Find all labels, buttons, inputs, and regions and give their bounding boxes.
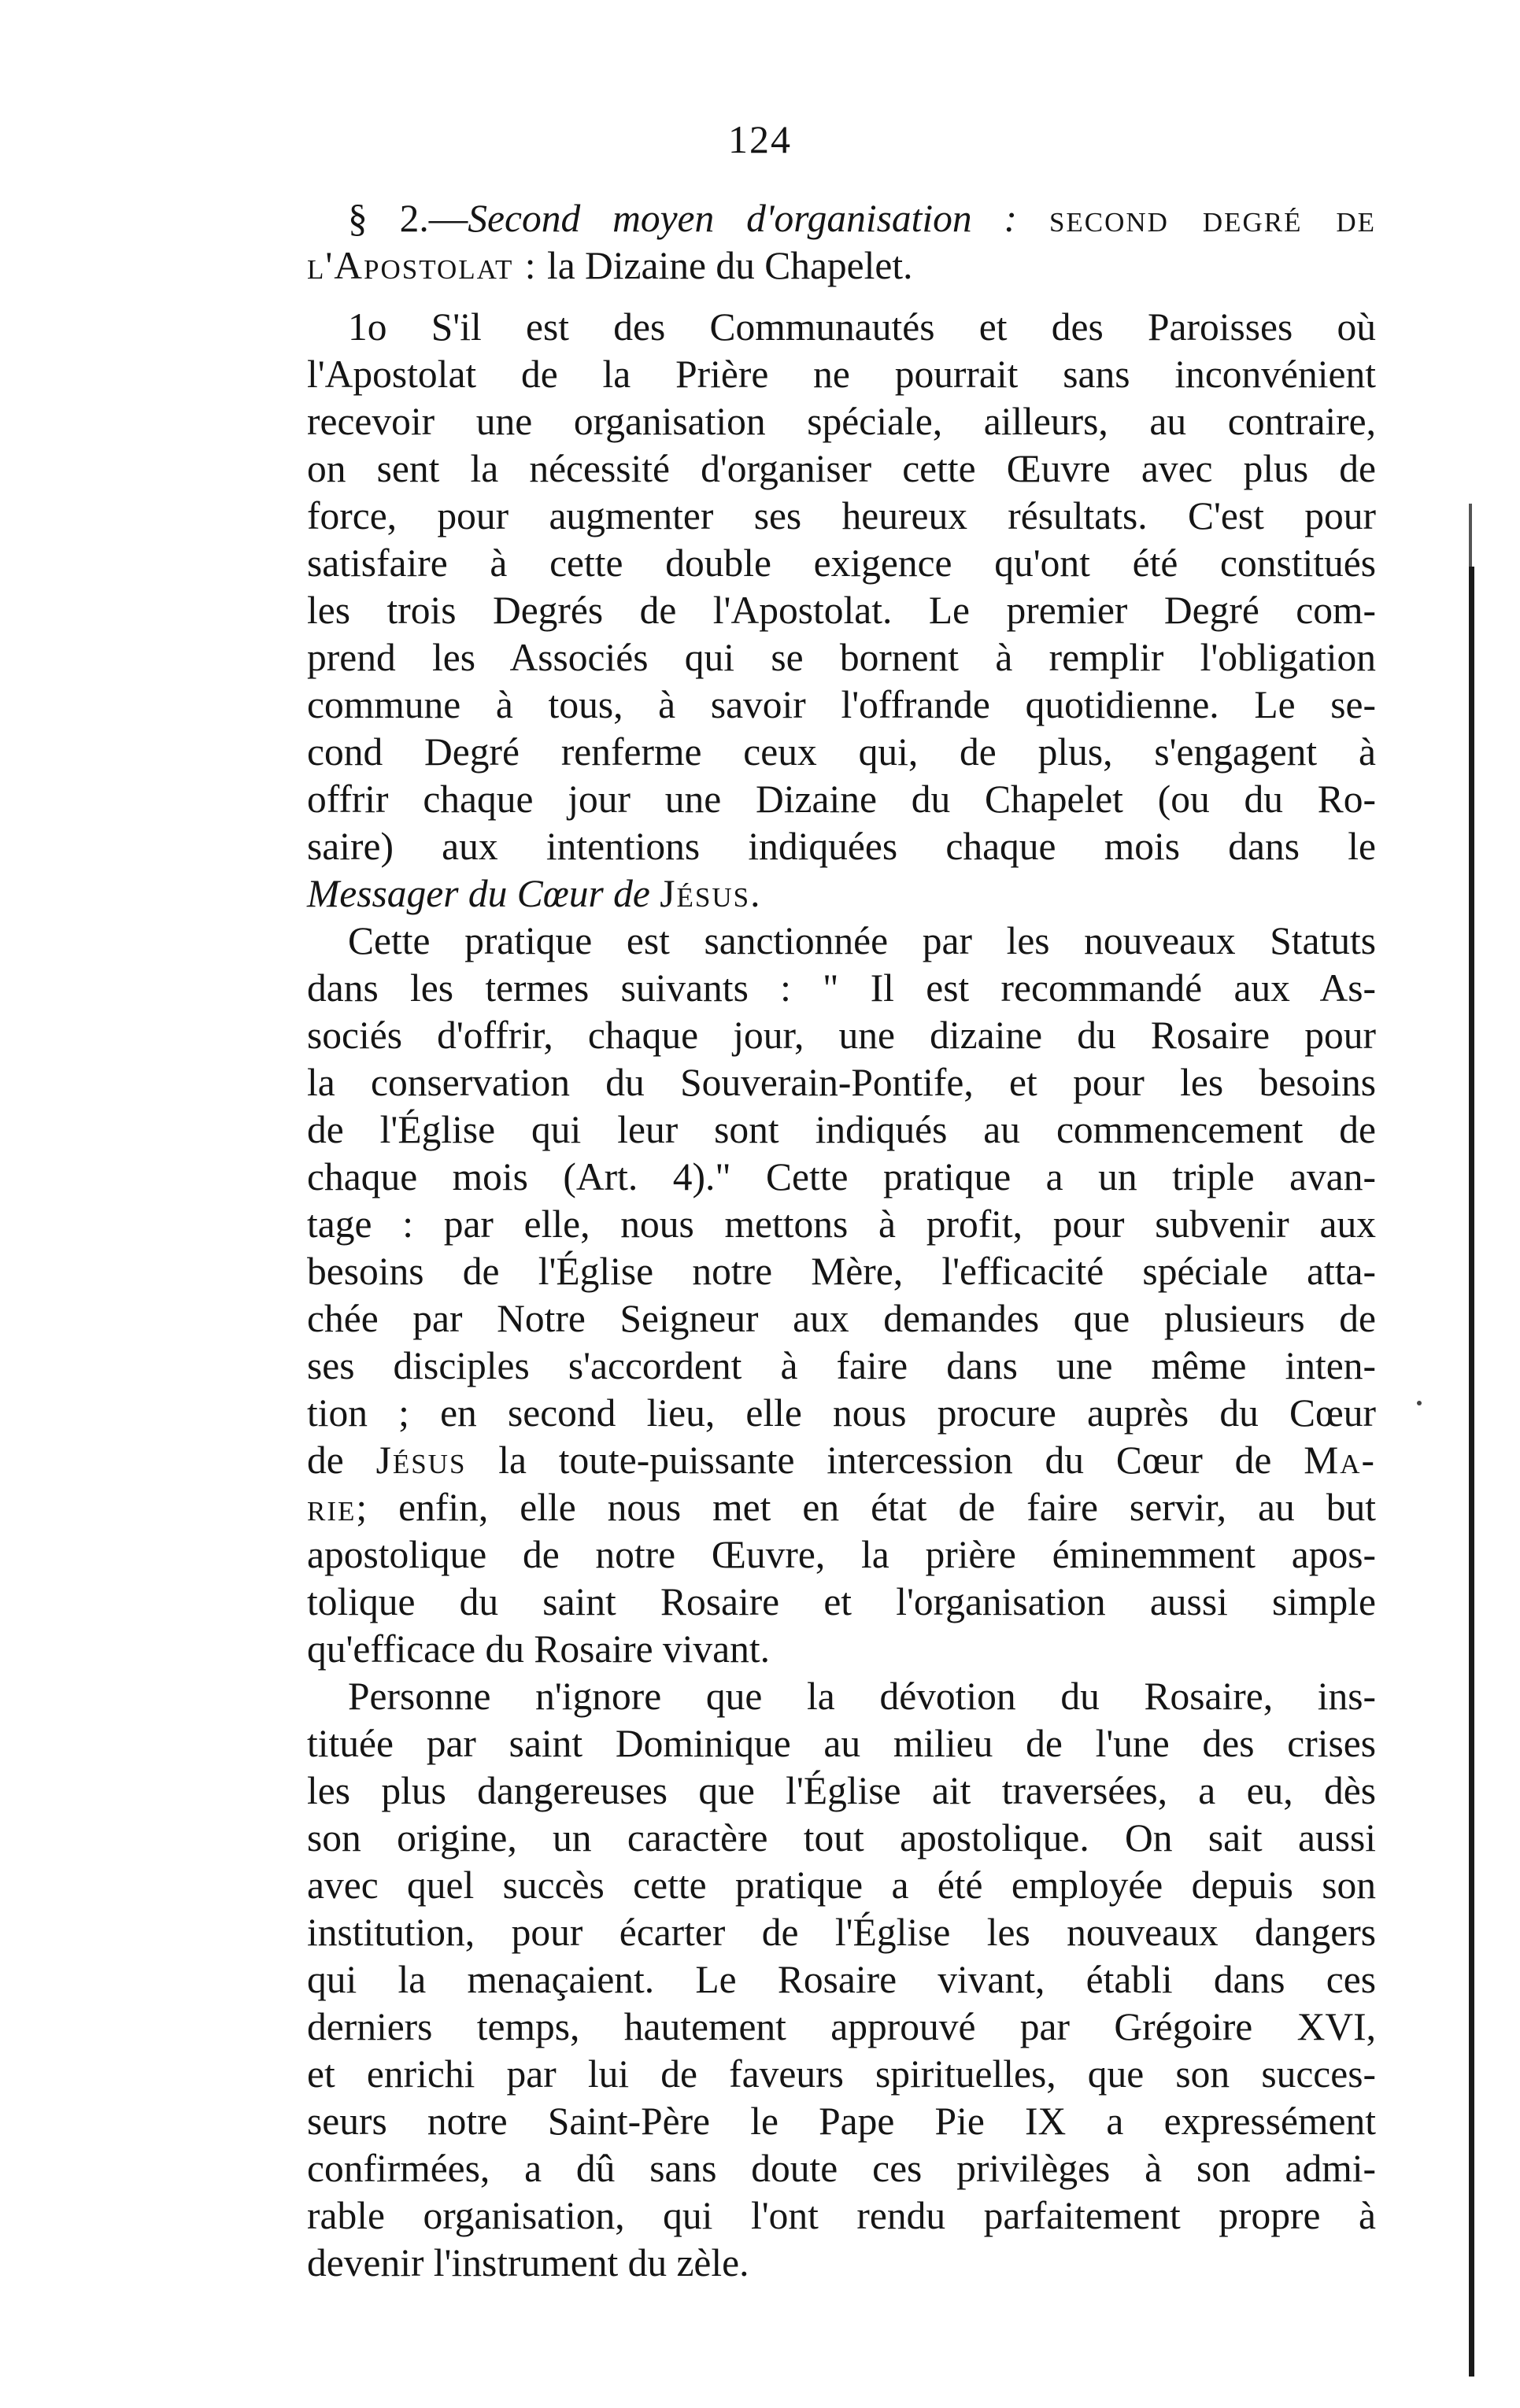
- section-sign: § 2.: [348, 197, 429, 240]
- text-line: qu'efficace du Rosaire vivant.: [307, 1627, 771, 1671]
- text-line: de l'Église qui leur sont indiqués au commencement de: [307, 1108, 1376, 1151]
- section-heading-line-2: [307, 242, 1376, 290]
- text-line: qui la menaçaient. Le Rosaire vivant, établi dans ces: [307, 1958, 1376, 2001]
- text-line: force, pour augmenter ses heureux résultats. C'est pour: [307, 494, 1376, 537]
- text-line: cond Degré renferme ceux qui, de plus, s'engagent à: [307, 730, 1376, 774]
- marie-name-start: Ma-: [1304, 1439, 1377, 1482]
- text-line: rable organisation, qui l'ont rendu parfaitement propre à: [307, 2194, 1376, 2237]
- jesus-name: Jésus.: [660, 872, 762, 915]
- paragraph-3: [307, 1673, 1376, 2287]
- text-fragment: ; enfin, elle nous met en état de faire servir, au but: [356, 1486, 1376, 1529]
- text-line: tage : par elle, nous mettons à profit, pour subvenir aux: [307, 1202, 1376, 1246]
- text-line: son origine, un caractère tout apostolique. On sait aussi: [307, 1816, 1376, 1860]
- scan-edge-mark: [1469, 504, 1472, 567]
- section-heading: [307, 195, 1376, 242]
- marie-name-end: rie: [307, 1486, 357, 1529]
- section-degree: second degré de: [1048, 197, 1377, 240]
- text-line: les plus dangereuses que l'Église ait traversées, a eu, dès: [307, 1769, 1376, 1812]
- text-line: avec quel succès cette pratique a été employée depuis son: [307, 1863, 1376, 1907]
- section-apostolat: l'Apostolat :: [307, 244, 538, 287]
- text-line: tolique du saint Rosaire et l'organisation aussi simple: [307, 1580, 1376, 1623]
- text-line: apostolique de notre Œuvre, la prière éminemment apos-: [307, 1533, 1376, 1576]
- text-line: satisfaire à cette double exigence qu'ont été constitués: [307, 541, 1376, 585]
- text-line: [307, 1484, 1376, 1531]
- text-line: confirmées, a dû sans doute ces privilèges à son admi-: [307, 2147, 1376, 2190]
- text-line: saire) aux intentions indiquées chaque mois dans le: [307, 825, 1376, 868]
- section-dash: —: [428, 197, 468, 240]
- text-line: institution, pour écarter de l'Église les nouveaux dangers: [307, 1911, 1376, 1954]
- text-line: la conservation du Souverain-Pontife, et pour les besoins: [307, 1061, 1376, 1104]
- paragraph-1: [307, 304, 1376, 918]
- text-fragment: de: [307, 1439, 344, 1482]
- page-text: [307, 195, 1376, 2287]
- text-line: tituée par saint Dominique au milieu de l'une des crises: [307, 1722, 1376, 1765]
- text-line: [307, 870, 1376, 918]
- text-line: tion ; en second lieu, elle nous procure auprès du Cœur: [307, 1391, 1376, 1435]
- text-line: devenir l'instrument du zèle.: [307, 2241, 749, 2284]
- text-line: [307, 1437, 1376, 1484]
- messager-title: Messager du Cœur de: [307, 872, 650, 915]
- text-line: commune à tous, à savoir l'offrande quotidienne. Le se-: [307, 683, 1376, 726]
- text-line: ses disciples s'accordent à faire dans une même inten-: [307, 1344, 1376, 1387]
- jesus-name: Jésus: [375, 1439, 467, 1482]
- text-line: offrir chaque jour une Dizaine du Chapelet (ou du Ro-: [307, 777, 1376, 821]
- text-line: seurs notre Saint-Père le Pape Pie IX a expressément: [307, 2100, 1376, 2143]
- text-line: on sent la nécessité d'organiser cette Œuvre avec plus de: [307, 447, 1376, 490]
- text-fragment: la toute-puissante intercession du Cœur de: [498, 1439, 1272, 1482]
- text-line: l'Apostolat de la Prière ne pourrait sans inconvénient: [307, 353, 1376, 396]
- text-line: chaque mois (Art. 4)." Cette pratique a un triple avan-: [307, 1155, 1376, 1198]
- text-line: besoins de l'Église notre Mère, l'efficacité spéciale atta-: [307, 1250, 1376, 1293]
- text-line: Cette pratique est sanctionnée par les nouveaux Statuts: [348, 919, 1376, 962]
- section-title: Second moyen d'organisation :: [468, 197, 1018, 240]
- text-line: dans les termes suivants : " Il est recommandé aux As-: [307, 966, 1376, 1010]
- scan-edge-mark: [1469, 567, 1474, 2377]
- text-line: recevoir une organisation spéciale, ailleurs, au contraire,: [307, 400, 1376, 443]
- page-number: 124: [728, 117, 792, 161]
- text-line: Personne n'ignore que la dévotion du Rosaire, ins-: [348, 1675, 1376, 1718]
- text-line: sociés d'offrir, chaque jour, une dizaine du Rosaire pour: [307, 1014, 1376, 1057]
- text-line: chée par Notre Seigneur aux demandes que plusieurs de: [307, 1297, 1376, 1340]
- scan-dot: [1417, 1401, 1422, 1405]
- section-subtitle: la Dizaine du Chapelet.: [546, 244, 913, 287]
- text-line: derniers temps, hautement approuvé par Grégoire XVI,: [307, 2005, 1376, 2048]
- text-line: 1o S'il est des Communautés et des Paroisses où: [348, 305, 1376, 349]
- text-line: les trois Degrés de l'Apostolat. Le premier Degré com-: [307, 589, 1376, 632]
- text-line: prend les Associés qui se bornent à remplir l'obligation: [307, 636, 1376, 679]
- text-line: et enrichi par lui de faveurs spirituelles, que son succes-: [307, 2052, 1376, 2096]
- paragraph-2: [307, 918, 1376, 1673]
